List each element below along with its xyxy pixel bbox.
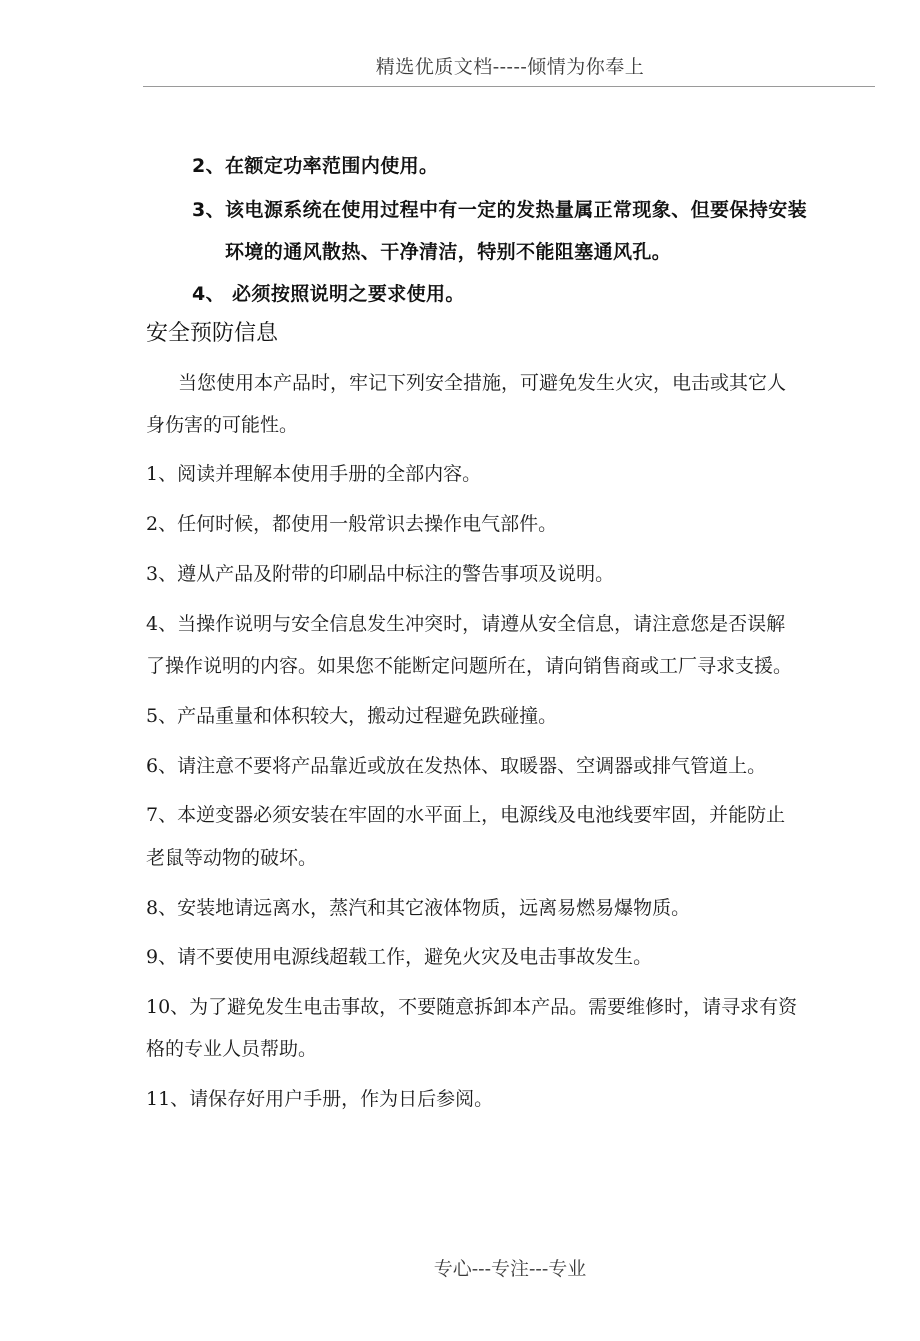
safety-item-10-line-2: 格的专业人员帮助。 bbox=[146, 1038, 318, 1060]
page-footer: 专心---专注---专业 bbox=[433, 1258, 587, 1280]
usage-note-2: 2、在额定功率范围内使用。 bbox=[192, 155, 439, 177]
safety-item-11: 11、请保存好用户手册，作为日后参阅。 bbox=[146, 1088, 494, 1110]
usage-note-3-line-1: 3、该电源系统在使用过程中有一定的发热量属正常现象、但要保持安装 bbox=[192, 199, 808, 221]
usage-note-3-line-2: 环境的通风散热、干净清洁，特别不能阻塞通风孔。 bbox=[225, 241, 672, 263]
intro-line-2: 身伤害的可能性。 bbox=[146, 414, 299, 436]
safety-item-5: 5、产品重量和体积较大，搬动过程避免跌碰撞。 bbox=[146, 705, 558, 727]
safety-item-2: 2、任何时候，都使用一般常识去操作电气部件。 bbox=[146, 513, 558, 535]
safety-item-9: 9、请不要使用电源线超载工作，避免火灾及电击事故发生。 bbox=[146, 946, 653, 968]
safety-item-7-line-2: 老鼠等动物的破坏。 bbox=[146, 847, 318, 869]
safety-item-6: 6、请注意不要将产品靠近或放在发热体、取暖器、空调器或排气管道上。 bbox=[146, 755, 767, 777]
safety-item-1: 1、阅读并理解本使用手册的全部内容。 bbox=[146, 463, 482, 485]
intro-line-1: 当您使用本产品时，牢记下列安全措施，可避免发生火灾，电击或其它人 bbox=[178, 372, 787, 394]
usage-note-4: 4、 必须按照说明之要求使用。 bbox=[192, 283, 465, 305]
safety-item-10-line-1: 10、为了避免发生电击事故，不要随意拆卸本产品。需要维修时，请寻求有资 bbox=[146, 996, 798, 1018]
safety-item-8: 8、安装地请远离水，蒸汽和其它液体物质，远离易燃易爆物质。 bbox=[146, 897, 691, 919]
safety-item-4-line-2: 了操作说明的内容。如果您不能断定问题所在，请向销售商或工厂寻求支援。 bbox=[146, 655, 793, 677]
section-title: 安全预防信息 bbox=[146, 321, 279, 346]
header-divider bbox=[143, 86, 875, 87]
safety-item-7-line-1: 7、本逆变器必须安装在牢固的水平面上，电源线及电池线要牢固，并能防止 bbox=[146, 804, 786, 826]
safety-item-3: 3、遵从产品及附带的印刷品中标注的警告事项及说明。 bbox=[146, 563, 615, 585]
page-header: 精选优质文档-----倾情为你奉上 bbox=[375, 56, 645, 78]
safety-item-4-line-1: 4、当操作说明与安全信息发生冲突时，请遵从安全信息，请注意您是否误解 bbox=[146, 613, 786, 635]
